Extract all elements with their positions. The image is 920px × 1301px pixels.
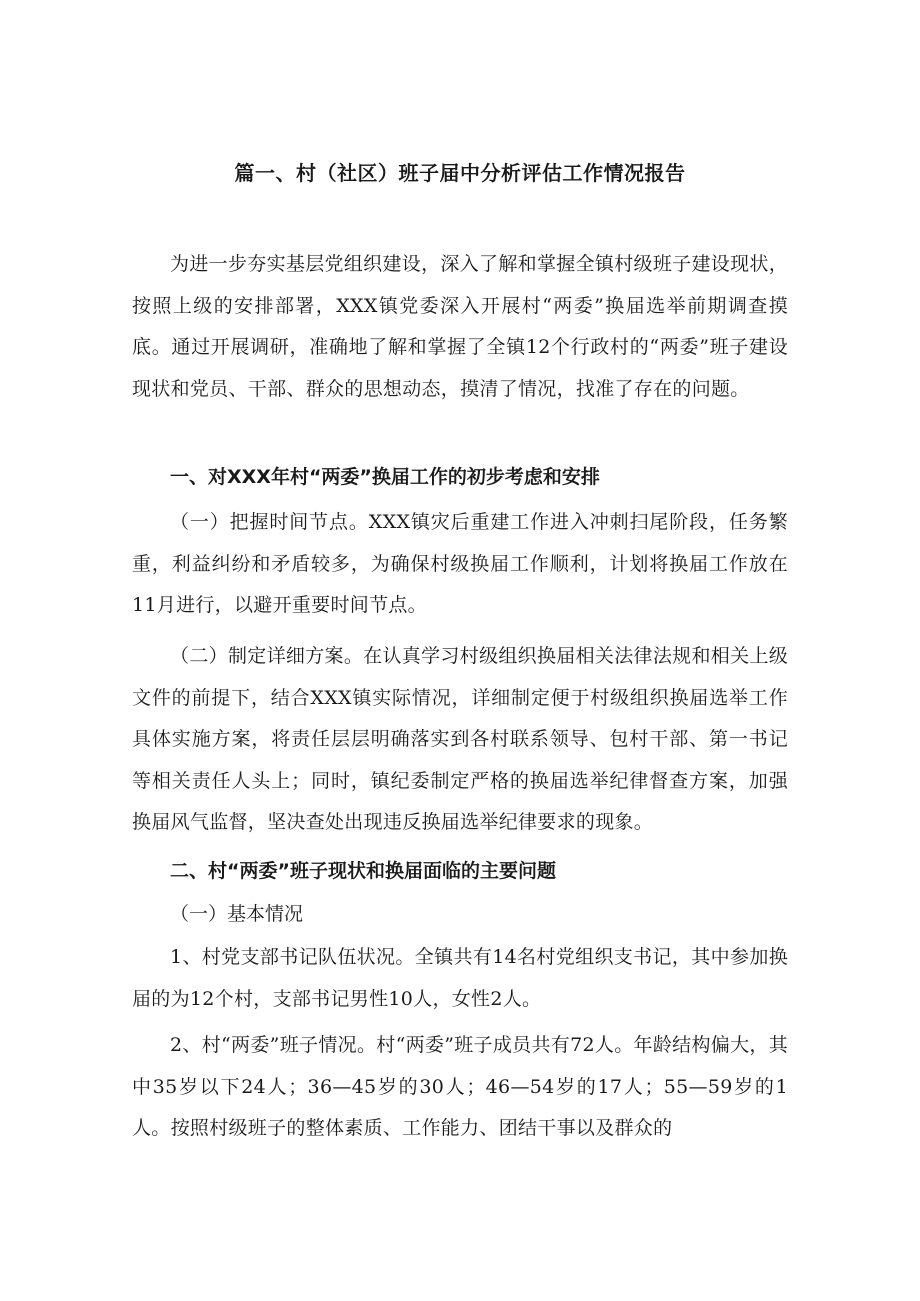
section-heading-1: 一、对XXX年村“两委”换届工作的初步考虑和安排 [170, 466, 600, 488]
section1-paragraph-1: （一）把握时间节点。XXX镇灾后重建工作进入冲刺扫尾阶段，任务繁重，利益纠纷和矛盾较多，为确保村级换届工作顺利，计划将换届工作放在11月进行，以避开重要时间节点。 [132, 511, 788, 616]
section-heading-2: 二、村“两委”班子现状和换届面临的主要问题 [170, 860, 556, 882]
subsection-heading-basic: （一）基本情况 [170, 903, 304, 925]
section2-paragraph-1: 1、村党支部书记队伍状况。全镇共有14名村党组织支书记，其中参加换届的为12个村，支部书记男性10人，女性2人。 [132, 946, 788, 1010]
section1-paragraph-2: （二）制定详细方案。在认真学习村级组织换届相关法律法规和相关上级文件的前提下，结合XXX镇实际情况，详细制定便于村级组织换届选举工作具体实施方案，将责任层层明确落实到各村联系领导、包村干部、第一书记等相关责任人头上；同时，镇纪委制定严格的换届选举纪律督查方案，加强换届风气监督，坚决查处出现违反换届选举纪律要求的现象。 [132, 645, 788, 833]
section2-paragraph-2: 2、村“两委”班子情况。村“两委”班子成员共有72人。年龄结构偏大，其中35岁以下24人；36—45岁的30人；46—54岁的17人；55—59岁的1人。按照村级班子的整体素质、工作能力、团结干事以及群众的 [132, 1034, 788, 1139]
document-title: 篇一、村（社区）班子届中分析评估工作情况报告 [234, 161, 686, 185]
intro-paragraph: 为进一步夯实基层党组织建设，深入了解和掌握全镇村级班子建设现状，按照上级的安排部署，XXX镇党委深入开展村“两委”换届选举前期调查摸底。通过开展调研，准确地了解和掌握了全镇12个行政村的“两委”班子建设现状和党员、干部、群众的思想动态，摸清了情况，找准了存在的问题。 [132, 253, 788, 400]
